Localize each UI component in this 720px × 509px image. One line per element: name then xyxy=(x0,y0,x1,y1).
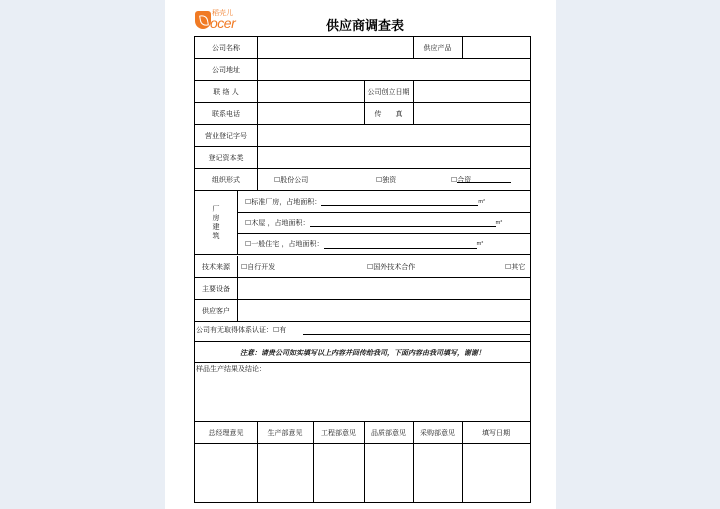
checkbox-joint-venture[interactable] xyxy=(451,169,511,191)
col-gm-opinion: 总经理意见 xyxy=(208,429,244,437)
area-fill-line[interactable] xyxy=(324,240,477,249)
page-title: 供应商调查表 xyxy=(325,19,404,34)
col-production-opinion: 生产部意见 xyxy=(267,429,303,437)
divider xyxy=(195,421,530,422)
label-supply-product: 供应产品 xyxy=(423,44,452,52)
reg-capital-field[interactable] xyxy=(257,147,530,169)
leaf-icon xyxy=(195,11,211,29)
label-sample-result: 样品生产结果及结论： xyxy=(196,365,266,373)
factory-option-label: ☐标准厂房，占地面积： xyxy=(245,197,322,206)
divider xyxy=(364,422,365,503)
supply-product-field[interactable] xyxy=(462,37,530,59)
label-factory-building xyxy=(195,191,237,255)
production-opinion-field[interactable] xyxy=(257,444,313,502)
unit-label: m² xyxy=(495,219,503,226)
notice-text: 注意：请贵公司如实填写以上内容并回传给我司，下面内容由我司填写，谢谢！ xyxy=(240,349,485,357)
quality-opinion-field[interactable] xyxy=(364,444,413,502)
factory-option-label: ☐木屋 ，占地面积： xyxy=(245,218,310,227)
factory-option-standard[interactable] xyxy=(245,191,530,212)
label-fax: 传 真 xyxy=(374,110,403,118)
divider xyxy=(313,422,314,503)
joint-venture-label: ☐合资 xyxy=(451,176,472,184)
label-main-equipment: 主要设备 xyxy=(202,284,230,293)
col-purchasing-opinion: 采购部意见 xyxy=(420,429,455,437)
business-reg-no-field[interactable] xyxy=(257,125,530,147)
label-business-reg-no: 营业登记字号 xyxy=(205,132,247,140)
label-phone: 联系电话 xyxy=(212,110,240,118)
label-supply-customers: 供应客户 xyxy=(202,306,230,315)
divider xyxy=(195,362,530,363)
checkbox-joint-stock[interactable]: ☐股份公司 xyxy=(274,176,309,184)
supplier-survey-form xyxy=(194,36,531,503)
label-char: 厂 xyxy=(212,205,220,213)
divider xyxy=(237,256,238,321)
divider xyxy=(237,191,238,255)
divider xyxy=(195,341,530,342)
checkbox-self-developed[interactable]: ☐自行开发 xyxy=(241,262,276,271)
divider xyxy=(364,81,365,125)
divider xyxy=(257,37,258,191)
label-char: 建 xyxy=(212,223,220,231)
divider xyxy=(413,37,414,59)
label-company-address: 公司地址 xyxy=(212,66,240,74)
col-quality-opinion: 品质部意见 xyxy=(371,429,406,437)
company-name-field[interactable] xyxy=(257,37,413,59)
divider xyxy=(195,254,530,255)
divider xyxy=(195,321,530,322)
engineering-opinion-field[interactable] xyxy=(313,444,364,502)
contact-person-field[interactable] xyxy=(257,81,364,103)
sample-result-field[interactable] xyxy=(195,375,530,421)
label-contact-person: 联 络 人 xyxy=(213,88,239,96)
checkbox-other[interactable]: ☐其它 xyxy=(505,262,526,271)
fax-field[interactable] xyxy=(413,103,530,125)
divider xyxy=(462,37,463,59)
unit-label: m² xyxy=(478,198,486,205)
logo-cn-text: 稻壳儿 xyxy=(212,9,233,17)
area-fill-line[interactable] xyxy=(310,218,496,227)
factory-option-residential[interactable] xyxy=(245,233,530,255)
divider xyxy=(257,422,258,503)
joint-venture-fill-line[interactable] xyxy=(457,182,511,183)
main-equipment-field[interactable] xyxy=(237,278,530,299)
col-fill-date: 填写日期 xyxy=(482,429,510,437)
label-company-name: 公司名称 xyxy=(212,44,240,52)
certification-fill-line[interactable] xyxy=(303,334,530,335)
checkbox-foreign-cooperation[interactable]: ☐国外技术合作 xyxy=(367,262,416,271)
label-char: 筑 xyxy=(212,232,220,240)
col-engineering-opinion: 工程部意见 xyxy=(321,429,356,437)
certification-question[interactable]: 公司有无取得体系认证：☐有 xyxy=(196,326,287,334)
factory-option-label: ☐一般住宅 ，占地面积： xyxy=(245,240,324,248)
label-org-form: 组织形式 xyxy=(212,176,240,184)
founded-date-field[interactable] xyxy=(413,81,530,103)
purchasing-opinion-field[interactable] xyxy=(413,444,462,502)
area-fill-line[interactable] xyxy=(321,197,478,206)
logo-en-text: ocer xyxy=(210,15,236,31)
phone-field[interactable] xyxy=(257,103,364,125)
supply-customers-field[interactable] xyxy=(237,300,530,321)
docer-logo xyxy=(195,9,243,31)
label-tech-source: 技术来源 xyxy=(202,262,230,271)
divider xyxy=(413,81,414,125)
checkbox-sole-proprietor[interactable]: ☐独资 xyxy=(376,176,397,184)
gm-opinion-field[interactable] xyxy=(195,444,257,502)
company-address-field[interactable] xyxy=(257,59,530,81)
fill-date-field[interactable] xyxy=(462,444,530,502)
unit-label: m² xyxy=(476,241,484,247)
label-founded-date: 公司创立日期 xyxy=(367,88,410,96)
factory-option-wooden[interactable] xyxy=(245,212,530,233)
divider xyxy=(462,422,463,503)
label-char: 房 xyxy=(212,214,220,222)
divider xyxy=(413,422,414,503)
label-reg-capital: 登记资本类 xyxy=(208,154,244,162)
